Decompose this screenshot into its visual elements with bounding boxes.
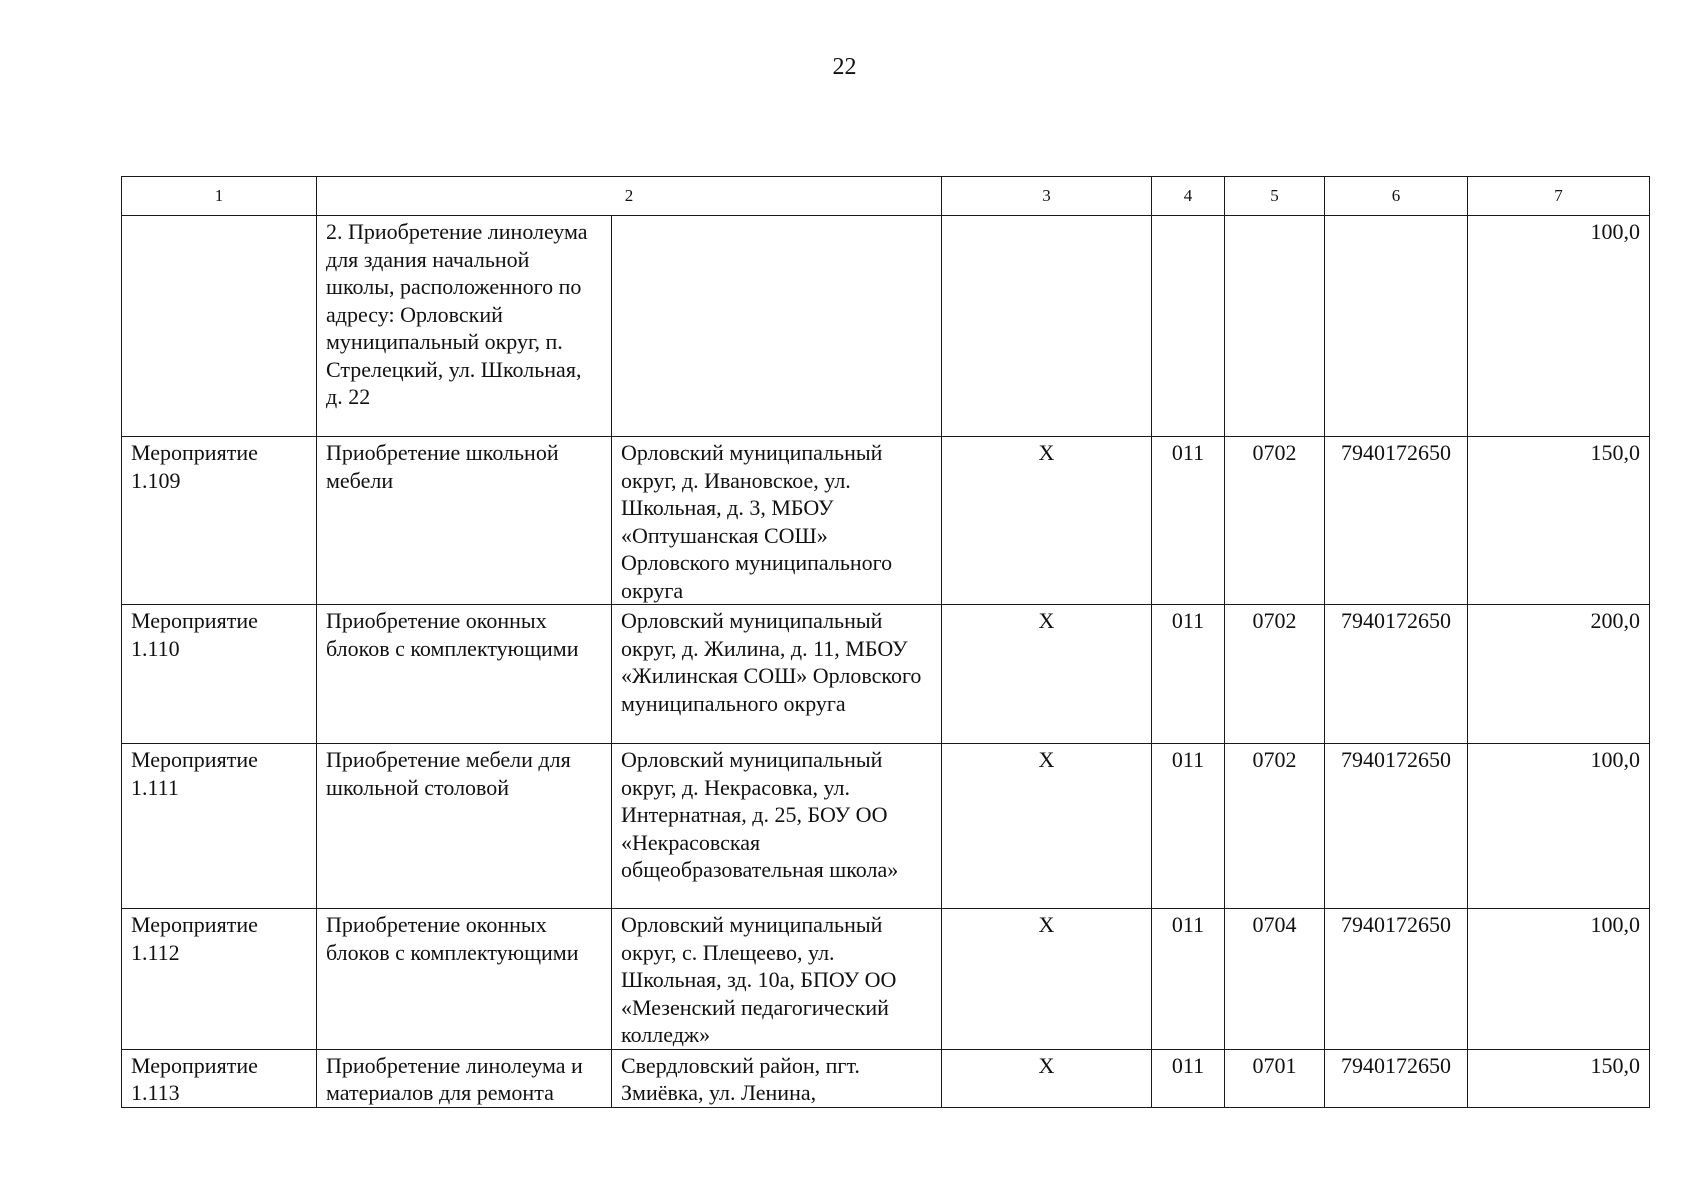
col5-cell [1225,216,1325,437]
col3-cell: Х [942,744,1152,909]
col5-cell: 0704 [1225,909,1325,1050]
event-address-cell: Орловский муниципальный округ, д. Жилина, д. 11, МБОУ «Жилинская СОШ» Орловского муниципального округа [612,605,942,744]
event-address-cell [612,216,942,437]
table-row [122,605,1650,744]
col3-cell: Х [942,1049,1152,1107]
col4-cell: 011 [1152,605,1225,744]
header-cell-7: 7 [1468,177,1650,216]
col4-cell: 011 [1152,909,1225,1050]
event-id-cell: Мероприятие 1.110 [122,605,317,744]
event-id-cell: Мероприятие 1.109 [122,437,317,605]
event-name-cell: Приобретение оконных блоков с комплектующими [317,909,612,1050]
col6-cell: 7940172650 [1325,437,1468,605]
col5-cell: 0702 [1225,744,1325,909]
header-cell-6: 6 [1325,177,1468,216]
col6-cell [1325,216,1468,437]
event-address-cell: Орловский муниципальный округ, с. Плещеево, ул. Школьная, зд. 10а, БПОУ ОО «Мезенский педагогический колледж» [612,909,942,1050]
table-row [122,909,1650,1050]
col5-cell: 0702 [1225,437,1325,605]
amount-cell: 150,0 [1468,437,1650,605]
table-row [122,216,1650,437]
event-address-cell: Орловский муниципальный округ, д. Некрасовка, ул. Интернатная, д. 25, БОУ ОО «Некрасовская общеобразовательная школа» [612,744,942,909]
event-name-cell: Приобретение мебели для школьной столовой [317,744,612,909]
header-cell-1: 1 [122,177,317,216]
col3-cell: Х [942,437,1152,605]
header-cell-2: 2 [317,177,942,216]
budget-table [121,176,1650,1108]
header-row [122,177,1650,216]
header-cell-4: 4 [1152,177,1225,216]
event-address-cell: Свердловский район, пгт. Змиёвка, ул. Ленина, [612,1049,942,1107]
amount-cell: 150,0 [1468,1049,1650,1107]
col5-cell: 0702 [1225,605,1325,744]
event-id-cell: Мероприятие 1.112 [122,909,317,1050]
col3-cell: Х [942,909,1152,1050]
amount-cell: 100,0 [1468,909,1650,1050]
col6-cell: 7940172650 [1325,605,1468,744]
col4-cell [1152,216,1225,437]
col4-cell: 011 [1152,437,1225,605]
event-name-cell: 2. Приобретение линолеума для здания начальной школы, расположенного по адресу: Орловский муниципальный округ, п. Стрелецкий, ул. Школьная, д. 22 [317,216,612,437]
col6-cell: 7940172650 [1325,909,1468,1050]
col3-cell [942,216,1152,437]
amount-cell: 100,0 [1468,216,1650,437]
header-cell-3: 3 [942,177,1152,216]
table-row [122,1049,1650,1107]
event-name-cell: Приобретение школьной мебели [317,437,612,605]
col6-cell: 7940172650 [1325,1049,1468,1107]
col5-cell: 0701 [1225,1049,1325,1107]
table-row [122,744,1650,909]
page-number: 22 [832,54,857,80]
event-address-cell: Орловский муниципальный округ, д. Ивановское, ул. Школьная, д. 3, МБОУ «Оптушанская СОШ» Орловского муниципального округа [612,437,942,605]
header-cell-5: 5 [1225,177,1325,216]
event-id-cell [122,216,317,437]
col4-cell: 011 [1152,1049,1225,1107]
table-row [122,437,1650,605]
event-name-cell: Приобретение оконных блоков с комплектующими [317,605,612,744]
col4-cell: 011 [1152,744,1225,909]
event-id-cell: Мероприятие 1.113 [122,1049,317,1107]
col6-cell: 7940172650 [1325,744,1468,909]
amount-cell: 200,0 [1468,605,1650,744]
event-id-cell: Мероприятие 1.111 [122,744,317,909]
col3-cell: Х [942,605,1152,744]
amount-cell: 100,0 [1468,744,1650,909]
event-name-cell: Приобретение линолеума и материалов для ремонта [317,1049,612,1107]
